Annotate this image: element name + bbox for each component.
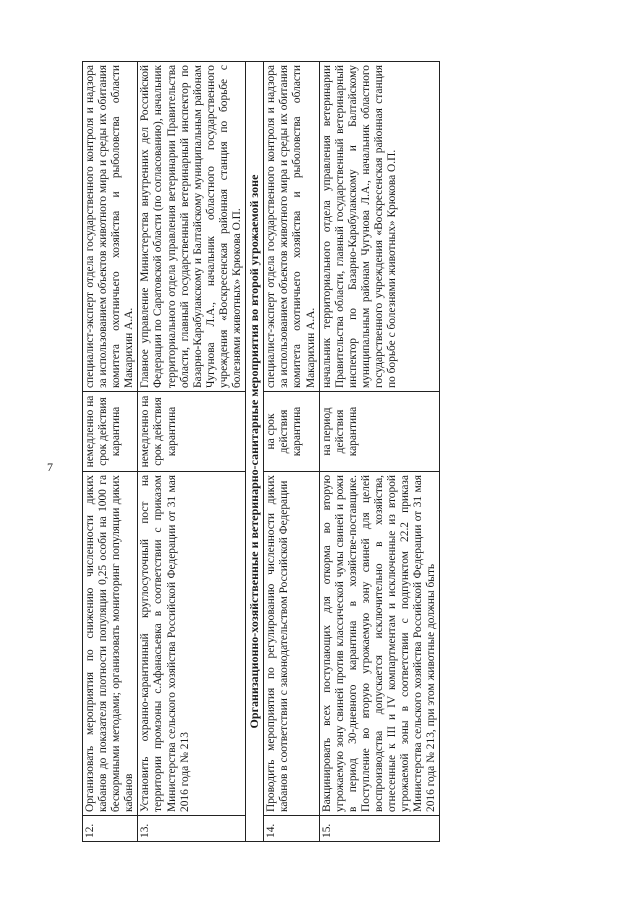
- term-text: на срок действия карантина: [264, 392, 319, 472]
- measure-text: Проводить мероприятия по регулированию численности диких кабанов в соответствии с законодательством Российской Федерации: [264, 472, 319, 816]
- table-row: [319, 62, 440, 842]
- measure-text: Установить охранно-карантинный круглосуточный пост на территории промзоны с.Афанасьевка в соответствии с приказом Министерства сельского хозяйства Российской Федерации от 31 мая 2016 года № 213: [138, 472, 246, 816]
- table-row: [83, 62, 138, 842]
- page-number: 7: [47, 460, 53, 474]
- section-header-row: [246, 62, 264, 842]
- table-row: [138, 62, 246, 842]
- row-number: 14.: [264, 816, 319, 842]
- table-row: [264, 62, 319, 842]
- term-text: немедленно на срок действия карантина: [138, 392, 246, 472]
- responsible-text: специалист-эксперт отдела государственного контроля и надзора за использованием объектов животного мира и среды их обитания комитета охотничьего хозяйства и рыболовства области Макарихин А.А.: [83, 62, 138, 392]
- row-number: 15.: [319, 816, 440, 842]
- responsible-text: специалист-эксперт отдела государственного контроля и надзора за использованием объектов животного мира и среды их обитания комитета охотничьего хозяйства и рыболовства области Макарихин А.А.: [264, 62, 319, 392]
- term-text: на период действия карантина: [319, 392, 440, 472]
- responsible-text: Главное управление Министерства внутренних дел Российской Федерации по Саратовской области (по согласованию), начальник территориального отдела управления ветеринарии Правительства области, главный государственный ветеринарный инспектор по Базарно-Карабулакскому и Балтайскому муниципальным районам Чугунова Л.А., начальник областного государственного учреждения «Воскресенская районная станция по борьбе с болезнями животных» Крюкова О.П.: [138, 62, 246, 392]
- rotated-table-wrapper: [82, 62, 562, 842]
- measures-table: [82, 61, 440, 842]
- measure-text: Организовать мероприятия по снижению численности диких кабанов до показателя плотности популяции 0,25 особи на 1000 га бескормными методами; организовать мониторинг популяции диких кабанов: [83, 472, 138, 816]
- responsible-text: начальник территориального отдела управления ветеринарии Правительства области, главный государственный ветеринарный инспектор по Базарно-Карабулакскому и Балтайскому муниципальным районам Чугунова Л.А., начальник областного государственного учреждения «Воскресенская районная станция по борьбе с болезнями животных» Крюкова О.П.: [319, 62, 440, 392]
- measure-text: Вакцинировать всех поступающих для откорма во вторую угрожаемую зону свиней против классической чумы свиней и рожи в период 30-дневного карантина в хозяйстве-поставщике. Поступление во вторую угрожаемую зону свиней для целей воспроизводства допускается исключительно в хозяйства, отнесенные к III и IV компартментам и исключенные из второй угрожаемой зоны в соответствии с подпунктом 22.2 приказа Министерства сельского хозяйства Российской Федерации от 31 мая 2016 года № 213, при этом животные должны быть: [319, 472, 440, 816]
- row-number: 12.: [83, 816, 138, 842]
- section-title: Организационно-хозяйственные и ветеринарно-санитарные мероприятия во второй угрожаемой зоне: [246, 62, 264, 842]
- row-number: 13.: [138, 816, 246, 842]
- term-text: немедленно на срок действия карантина: [83, 392, 138, 472]
